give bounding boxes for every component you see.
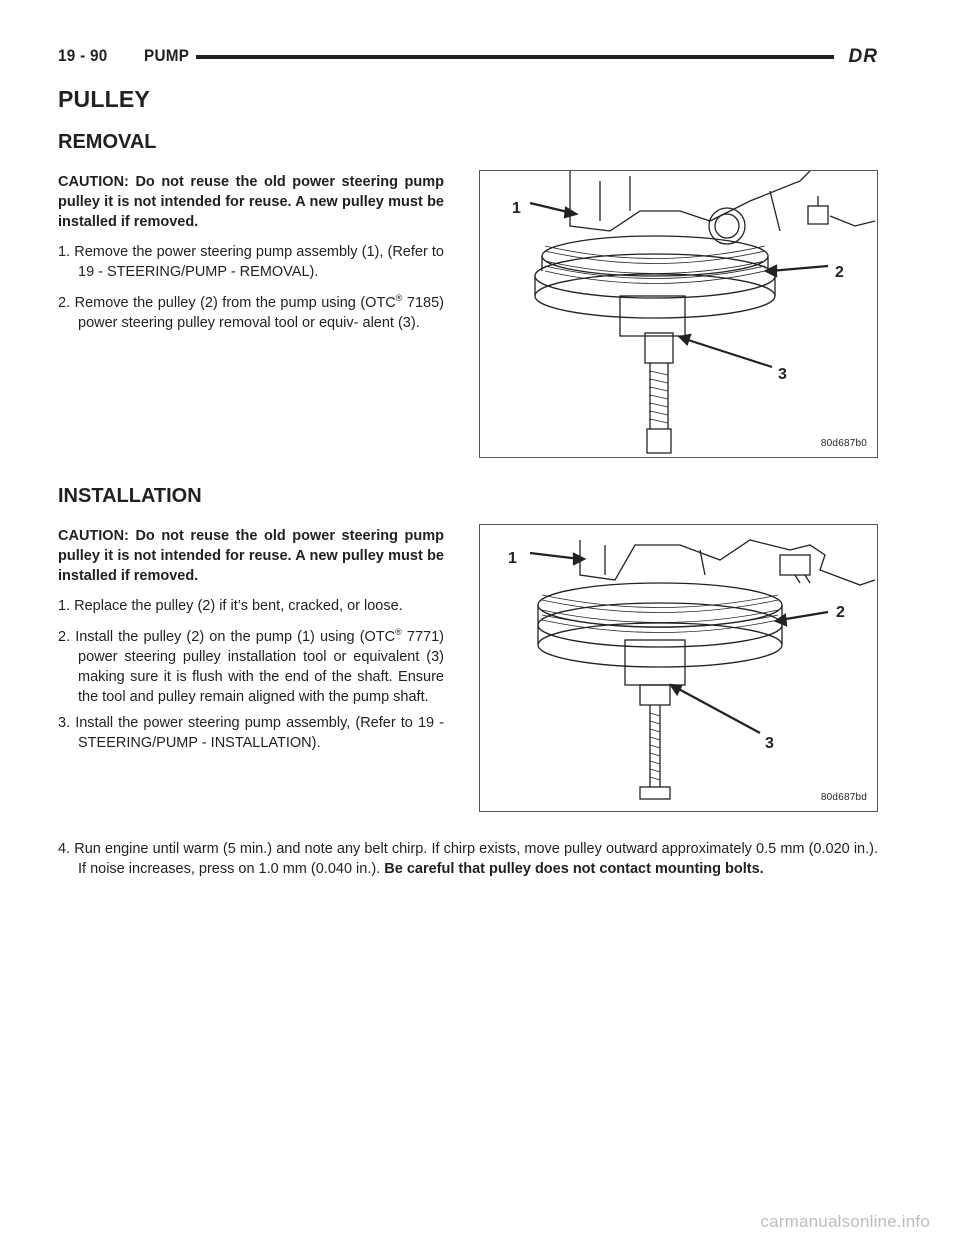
- installation-step-2: [58, 622, 444, 707]
- step-warning-text: Be careful that pulley does not contact mounting bolts.: [384, 860, 764, 877]
- watermark: carmanualsonline.info: [760, 1212, 930, 1231]
- callout-1: 1: [512, 200, 521, 217]
- installation-step-1: [58, 596, 444, 616]
- removal-figure: [479, 170, 878, 458]
- section-number: 19 - 90: [58, 46, 108, 65]
- callout-3: 3: [765, 735, 774, 752]
- installation-step-3: [58, 713, 444, 753]
- step-text: Install the pulley (2) on the pump (1) using (OTC: [75, 629, 396, 645]
- step-number: 2.: [58, 629, 71, 645]
- model-code: DR: [848, 46, 878, 67]
- registered-mark: ®: [395, 627, 402, 637]
- removal-step-2: [58, 288, 444, 333]
- removal-caution: CAUTION: Do not reuse the old power steering pump pulley it is not intended for reuse. A new pulley must be installed if removed.: [58, 174, 444, 230]
- pulley-installation-illustration: [480, 525, 877, 811]
- installation-text: [58, 526, 444, 759]
- figure-code: 80d687b0: [820, 438, 867, 449]
- step-text: Remove the pulley (2) from the pump using (OTC: [74, 295, 396, 311]
- registered-mark: ®: [395, 293, 403, 303]
- installation-heading: INSTALLATION: [58, 485, 202, 507]
- step-text-cont: 7771) power steering pulley installation tool or equivalent (3) making sure it is flush with the end of the shaft. Ensure the tool and pulley remain aligned with the pump shaft.: [78, 629, 445, 705]
- step-number: 2.: [58, 295, 71, 311]
- callout-2: 2: [835, 264, 844, 281]
- step-number: 1.: [58, 598, 71, 614]
- header-title: PUMP: [144, 46, 190, 65]
- installation-step-4: [58, 839, 878, 879]
- removal-step-1: [58, 242, 444, 282]
- callout-1: 1: [508, 550, 517, 567]
- step-text: Remove the power steering pump assembly (1), (Refer to 19 - STEERING/PUMP - REMOVAL).: [74, 244, 444, 280]
- callout-3: 3: [778, 366, 787, 383]
- page-title: PULLEY: [58, 86, 150, 112]
- step-text: Install the power steering pump assembly, (Refer to 19 - STEERING/PUMP - INSTALLATION).: [75, 715, 444, 751]
- header-rule: [196, 55, 834, 59]
- callout-2: 2: [836, 604, 845, 621]
- installation-caution: CAUTION: Do not reuse the old power steering pump pulley it is not intended for reuse. A new pulley must be installed if removed.: [58, 528, 444, 584]
- page-header: [58, 46, 878, 70]
- step-number: 1.: [58, 244, 71, 260]
- pulley-removal-illustration: [480, 171, 877, 457]
- removal-heading: REMOVAL: [58, 131, 157, 153]
- installation-figure: [479, 524, 878, 812]
- step-number: 4.: [58, 840, 71, 857]
- step-text: Replace the pulley (2) if it’s bent, cracked, or loose.: [74, 598, 403, 614]
- step-number: 3.: [58, 715, 71, 731]
- step-text-cont: 7185) power steering pulley removal tool or equiv- alent (3).: [78, 295, 445, 331]
- removal-text: [58, 172, 444, 339]
- step-text: Run engine until warm (5 min.) and note any belt chirp. If chirp exists, move pulley outward approximately 0.5 mm (0.020 in.). If noise increases, press on 1.0 mm (0.040 in.).: [74, 840, 878, 877]
- figure-code: 80d687bd: [820, 792, 867, 803]
